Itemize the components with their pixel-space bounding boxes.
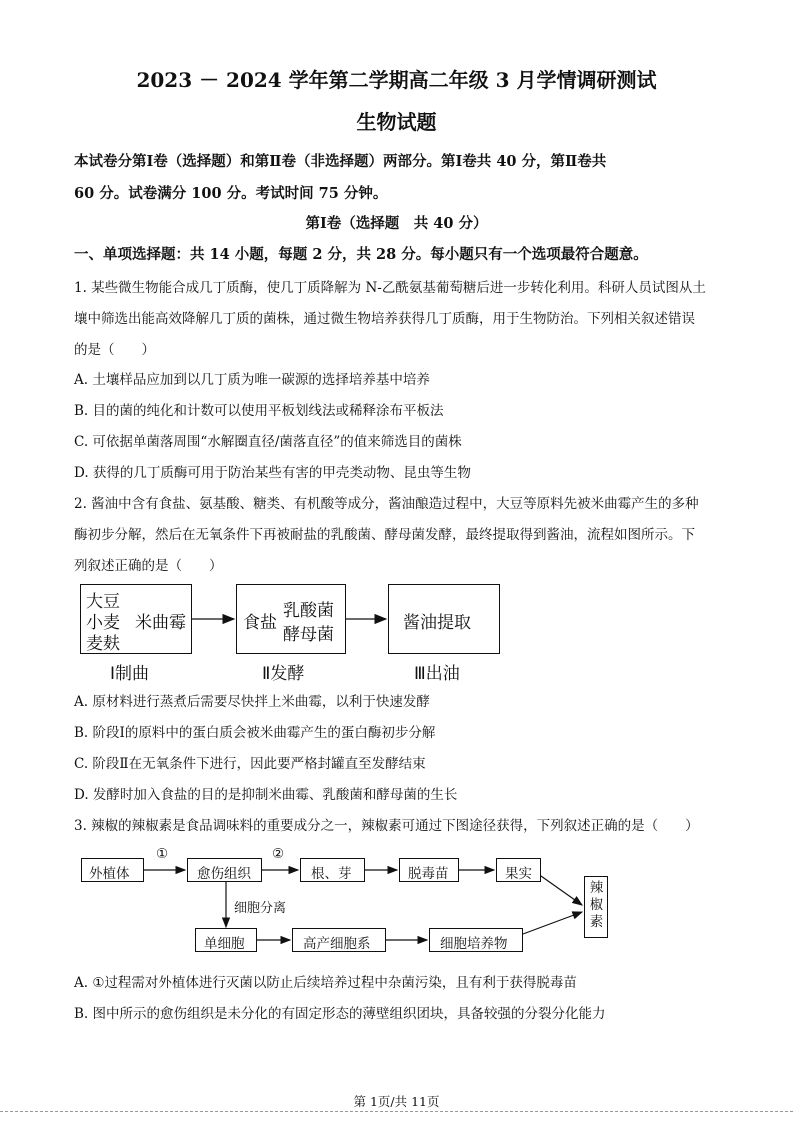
section1-heading: 一、单项选择题：共 14 小题，每题 2 分，共 28 分。每小题只有一个选项最符合题意。: [74, 246, 648, 263]
step-2-label: ②: [272, 846, 285, 862]
footer-divider: [0, 1111, 793, 1112]
lactic-bacteria-label: 乳酸菌: [283, 601, 334, 621]
culture-box: [429, 928, 523, 952]
option-a: A. ①过程需对外植体进行灭菌以防止后续培养过程中杂菌污染，且有利于获得脱毒苗: [74, 975, 577, 991]
option-d: D. 发酵时加入食盐的目的是抑制米曲霉、乳酸菌和酵母菌的生长: [74, 787, 458, 803]
intro-line-1: 本试卷分第Ⅰ卷（选择题）和第Ⅱ卷（非选择题）两部分。第Ⅰ卷共 40 分，第Ⅱ卷共: [74, 153, 607, 170]
page-number: 第 1页/共 11页: [353, 1094, 440, 1109]
single-cell-label: 单细胞: [204, 936, 245, 952]
stage1-label: Ⅰ制曲: [110, 664, 150, 684]
raw-material-soybean: 大豆: [86, 592, 120, 612]
option-b: B. 目的菌的纯化和计数可以使用平板划线法或稀释涂布平板法: [74, 403, 444, 419]
intro-line-2: 60 分。试卷满分 100 分。考试时间 75 分钟。: [74, 185, 388, 202]
aspergillus-label: 米曲霉: [135, 613, 186, 633]
yeast-label: 酵母菌: [283, 625, 334, 645]
question-3-stem: 3. 辣椒的辣椒素是食品调味料的重要成分之一，辣椒素可通过下图途径获得，下列叙述正确的是（ ）: [74, 818, 699, 834]
option-a: A. 原材料进行蒸煮后需要尽快拌上米曲霉，以利于快速发酵: [74, 694, 430, 710]
option-a: A. 土壤样品应加到以几丁质为唯一碳源的选择培养基中培养: [74, 372, 430, 388]
explant-label: 外植体: [89, 866, 130, 882]
raw-material-bran: 麦麸: [86, 634, 120, 654]
option-b: B. 图中所示的愈伤组织是未分化的有固定形态的薄壁组织团块，具备较强的分裂分化能力: [74, 1006, 606, 1022]
stage2-label: Ⅱ发酵: [262, 664, 305, 684]
high-yield-box: [292, 928, 386, 952]
question-stem-line: 列叙述正确的是（ ）: [74, 558, 223, 574]
question-stem-line: 的是（ ）: [74, 342, 155, 358]
part1-heading: 第Ⅰ卷（选择题 共 40 分）: [305, 215, 488, 232]
virus-free-label: 脱毒苗: [408, 866, 449, 882]
high-yield-label: 高产细胞系: [303, 936, 371, 952]
question-stem-line: 酶初步分解，然后在无氧条件下再被耐盐的乳酸菌、酵母菌发酵，最终提取得到酱油，流程如图所示。下: [74, 527, 695, 543]
option-c: C. 可依据单菌落周围“水解圈直径/菌落直径”的值来筛选目的菌株: [74, 434, 462, 450]
step-1-label: ①: [156, 846, 169, 862]
question-stem-line: 壤中筛选出能高效降解几丁质的菌株，通过微生物培养获得几丁质酶，用于生物防治。下列相关叙述错误: [74, 311, 695, 327]
single-cell-box: [195, 928, 257, 952]
cell-separation-label: 细胞分离: [234, 901, 287, 916]
explant-box: [81, 858, 144, 882]
stage3-label: Ⅲ出油: [414, 664, 460, 684]
fruit-box: [496, 858, 541, 882]
callus-box: [187, 858, 262, 882]
option-d: D. 获得的几丁质酶可用于防治某些有害的甲壳类动物、昆虫等生物: [74, 465, 471, 481]
capsaicin-label: 辣椒素: [589, 880, 604, 930]
root-bud-label: 根、芽: [311, 866, 352, 882]
extraction-label: 酱油提取: [403, 613, 471, 633]
question-stem-line: 2. 酱油中含有食盐、氨基酸、糖类、有机酸等成分，酱油酿造过程中，大豆等原料先被米曲霉产生的多种: [74, 496, 699, 512]
question-stem-line: 1. 某些微生物能合成几丁质酶，使几丁质降解为 N-乙酰氨基葡萄糖后进一步转化利用。科研人员试图从土: [74, 280, 706, 296]
virus-free-box: [399, 858, 459, 882]
option-b: B. 阶段Ⅰ的原料中的蛋白质会被米曲霉产生的蛋白酶初步分解: [74, 725, 436, 741]
raw-material-wheat: 小麦: [86, 613, 120, 633]
capsaicin-box: [584, 876, 608, 938]
fruit-label: 果实: [505, 866, 532, 882]
exam-title: 2023 － 2024 学年第二学期高二年级 3 月学情调研测试: [136, 68, 657, 92]
callus-label: 愈伤组织: [197, 866, 251, 882]
root-bud-box: [300, 858, 365, 882]
culture-label: 细胞培养物: [440, 936, 508, 952]
exam-subtitle: 生物试题: [356, 110, 437, 134]
salt-label: 食盐: [243, 613, 277, 633]
option-c: C. 阶段Ⅱ在无氧条件下进行，因此要严格封罐直至发酵结束: [74, 756, 426, 772]
